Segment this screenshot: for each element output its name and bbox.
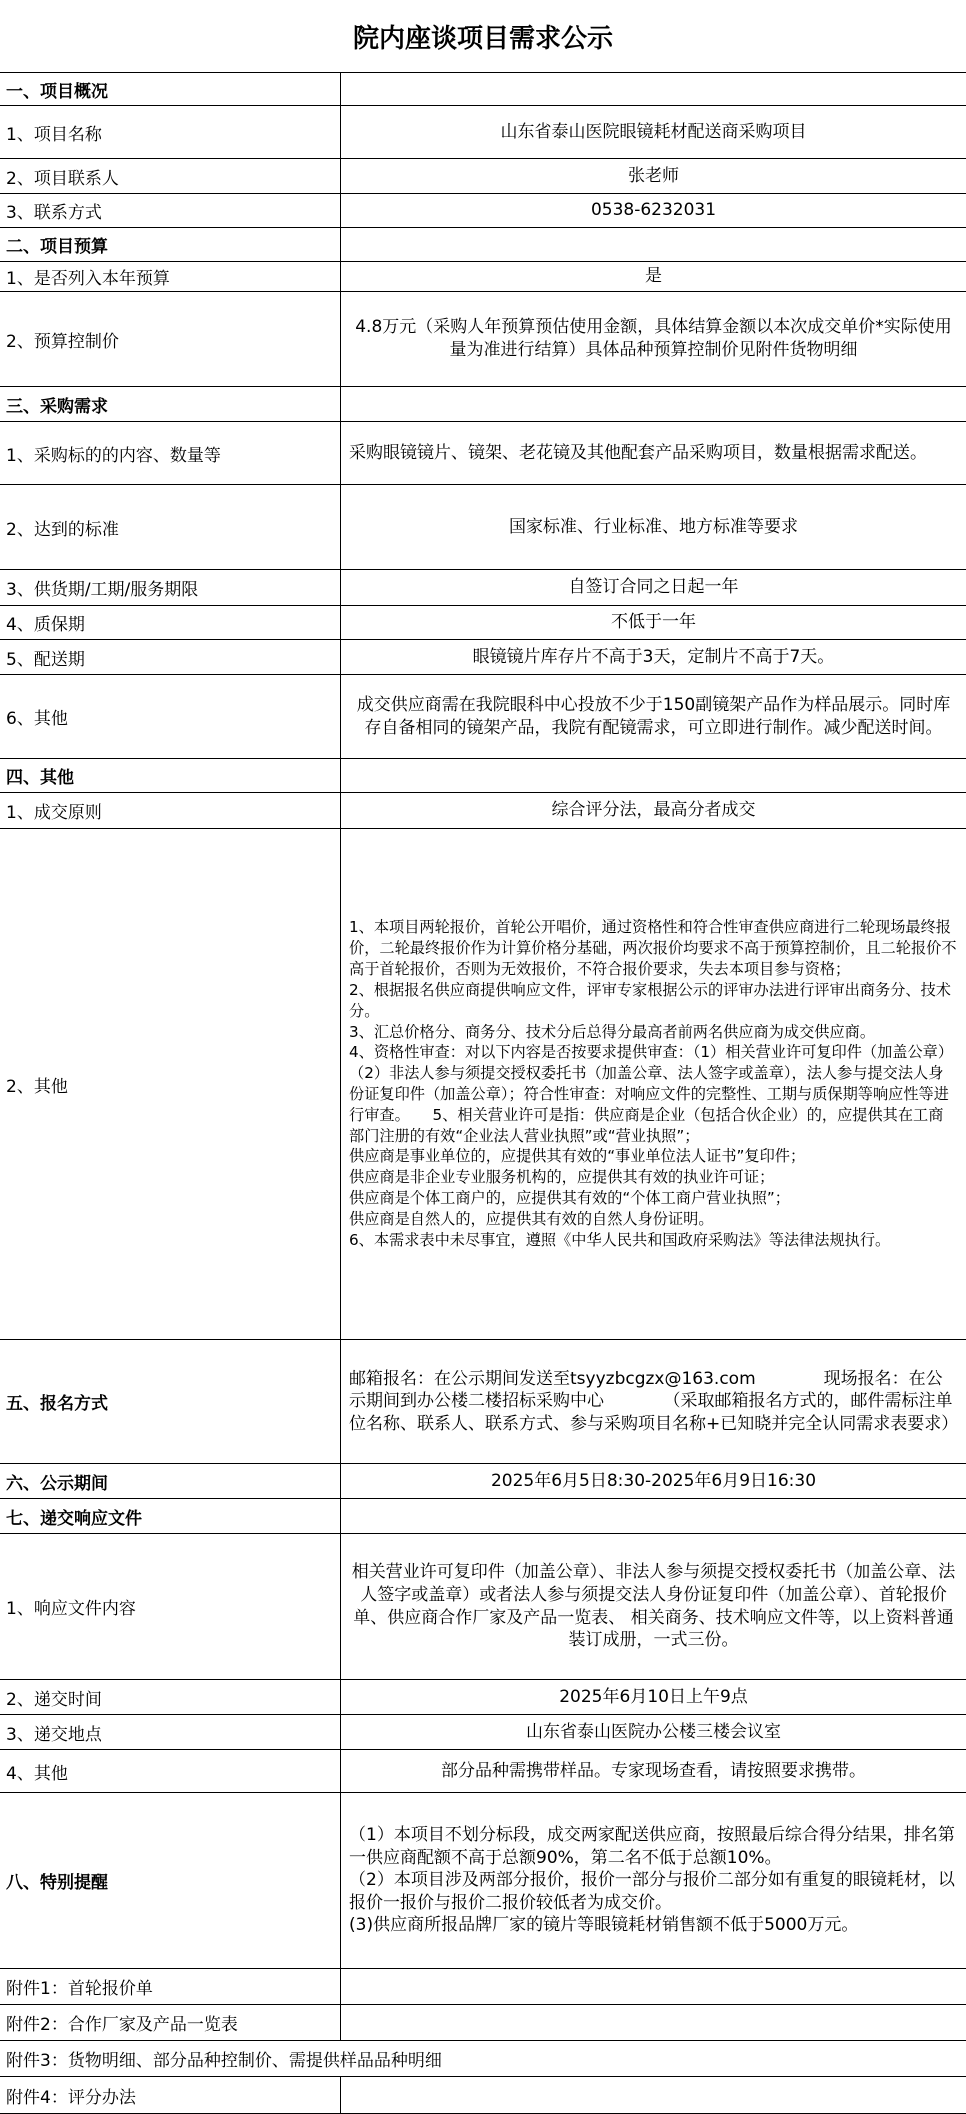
row-label: 2、递交时间: [0, 1680, 341, 1715]
table-row: [0, 640, 966, 675]
table-row: [0, 606, 966, 640]
row-label: 六、公示期间: [0, 1464, 341, 1499]
row-value: [341, 228, 966, 262]
table-row: [0, 2041, 966, 2077]
row-label: 4、其他: [0, 1750, 341, 1793]
row-value: 采购眼镜镜片、镜架、老花镜及其他配套产品采购项目，数量根据需求配送。: [341, 422, 966, 485]
row-label: 2、预算控制价: [0, 292, 341, 387]
section-header-row: [0, 1793, 966, 1969]
section-header-row: [0, 1340, 966, 1464]
row-value: 1、本项目两轮报价，首轮公开唱价，通过资格性和符合性审查供应商进行二轮现场最终报价，二轮最终报价作为计算价格分基础，两次报价均要求不高于预算控制价，且二轮报价不高于首轮报价，否则为无效报价，不符合报价要求，失去本项目参与资格； 2、根据报名供应商提供响应文件，评审专家根据公示的评审办法进行评审出商务分、技术分。 3、汇总价格分、商务分、技术分后总得分最高者前两名供应商为成交供应商。 4、资格性审查：对以下内容是否按要求提供审查：（1）相关营业许可复印件（加盖公章）（2）非法人参与须提交授权委托书（加盖公章、法人签字或盖章），法人参与提交法人身份证复印件（加盖公章）；符合性审查：对响应文件的完整性、工期与质保期等响应性等进行审查。 5、相关营业许可是指：供应商是企业（包括合伙企业）的，应提供其在工商部门注册的有效“企业法人营业执照”或“营业执照”； 供应商是事业单位的，应提供其有效的“事业单位法人证书”复印件； 供应商是非企业专业服务机构的，应提供其有效的执业许可证； 供应商是个体工商户的，应提供其有效的“个体工商户营业执照”； 供应商是自然人的，应提供其有效的自然人身份证明。 6、本需求表中未尽事宜，遵照《中华人民共和国政府采购法》等法律法规执行。: [341, 829, 966, 1340]
table-row: [0, 194, 966, 228]
row-value: 张老师: [341, 159, 966, 194]
section-header-row: [0, 1464, 966, 1499]
table-row: [0, 2077, 966, 2114]
row-label: 1、成交原则: [0, 793, 341, 829]
row-value: [341, 1969, 966, 2005]
section-header-row: [0, 1499, 966, 1534]
row-value: 眼镜镜片库存片不高于3天，定制片不高于7天。: [341, 640, 966, 675]
table-row: [0, 422, 966, 485]
row-value: 4.8万元（采购人年预算预估使用金额，具体结算金额以本次成交单价*实际使用量为准进行结算）具体品种预算控制价见附件货物明细: [341, 292, 966, 387]
table-row: [0, 829, 966, 1340]
section-header-row: [0, 759, 966, 793]
row-label: 2、其他: [0, 829, 341, 1340]
row-value: 不低于一年: [341, 606, 966, 640]
row-label: 2、项目联系人: [0, 159, 341, 194]
table-row: [0, 1715, 966, 1750]
section-header-row: [0, 228, 966, 262]
row-value: [341, 759, 966, 793]
row-value: 2025年6月5日8:30-2025年6月9日16:30: [341, 1464, 966, 1499]
row-value: （1）本项目不划分标段，成交两家配送供应商，按照最后综合得分结果，排名第一供应商配额不高于总额90%，第二名不低于总额10%。 （2）本项目涉及两部分报价，报价一部分与报价二部分如有重复的眼镜耗材，以报价一报价与报价二报价较低者为成交价。 (3)供应商所报品牌厂家的镜片等眼镜耗材销售额不低于5000万元。: [341, 1793, 966, 1969]
row-label: 五、报名方式: [0, 1340, 341, 1464]
table-row: [0, 1680, 966, 1715]
table-row: [0, 1969, 966, 2005]
row-value: 自签订合同之日起一年: [341, 570, 966, 606]
row-value: 2025年6月10日上午9点: [341, 1680, 966, 1715]
table-row: [0, 675, 966, 759]
section-header-row: [0, 72, 966, 106]
table-row: [0, 292, 966, 387]
row-value: 国家标准、行业标准、地方标准等要求: [341, 485, 966, 570]
table-row: [0, 262, 966, 292]
row-label: 八、特别提醒: [0, 1793, 341, 1969]
row-value: 邮箱报名：在公示期间发送至tsyyzbcgzx@163.com 现场报名：在公示期间到办公楼二楼招标采购中心 （采取邮箱报名方式的，邮件需标注单位名称、联系人、联系方式、参与采购项目名称+已知晓并完全认同需求表要求）: [341, 1340, 966, 1464]
row-value: [341, 1499, 966, 1534]
table-row: [0, 485, 966, 570]
row-value: 综合评分法，最高分者成交: [341, 793, 966, 829]
table-row: [0, 1534, 966, 1680]
row-label: 三、采购需求: [0, 387, 341, 422]
row-value: [341, 2005, 966, 2041]
section-header-row: [0, 387, 966, 422]
row-value: [341, 387, 966, 422]
table-row: [0, 159, 966, 194]
row-label: 2、达到的标准: [0, 485, 341, 570]
table-row: [0, 106, 966, 159]
table-row: [0, 2005, 966, 2041]
table-row: [0, 1750, 966, 1793]
row-label: 3、供货期/工期/服务期限: [0, 570, 341, 606]
row-label: 附件2：合作厂家及产品一览表: [0, 2005, 341, 2041]
row-label: 5、配送期: [0, 640, 341, 675]
row-label: 3、递交地点: [0, 1715, 341, 1750]
row-label: 1、是否列入本年预算: [0, 262, 341, 292]
page-title: 院内座谈项目需求公示: [352, 23, 613, 54]
row-value: 0538-6232031: [341, 194, 966, 228]
row-value: 是: [341, 262, 966, 292]
row-value: 山东省泰山医院办公楼三楼会议室: [341, 1715, 966, 1750]
row-label: 1、采购标的的内容、数量等: [0, 422, 341, 485]
table-row: [0, 793, 966, 829]
table-row: [0, 570, 966, 606]
row-label: 二、项目预算: [0, 228, 341, 262]
row-value: 成交供应商需在我院眼科中心投放不少于150副镜架产品作为样品展示。同时库存自备相同的镜架产品，我院有配镜需求，可立即进行制作。减少配送时间。: [341, 675, 966, 759]
row-label: 1、项目名称: [0, 106, 341, 159]
row-label: 四、其他: [0, 759, 341, 793]
row-value: 部分品种需携带样品。专家现场查看，请按照要求携带。: [341, 1750, 966, 1793]
row-label: 附件4：评分办法: [0, 2077, 341, 2114]
row-label: 1、响应文件内容: [0, 1534, 341, 1680]
row-value: [341, 72, 966, 106]
row-label: 一、项目概况: [0, 72, 341, 106]
row-label: 七、递交响应文件: [0, 1499, 341, 1534]
row-label: 3、联系方式: [0, 194, 341, 228]
row-value: 山东省泰山医院眼镜耗材配送商采购项目: [341, 106, 966, 159]
row-label: 4、质保期: [0, 606, 341, 640]
row-value: [341, 2077, 966, 2114]
row-value: 相关营业许可复印件（加盖公章）、非法人参与须提交授权委托书（加盖公章、法人签字或盖章）或者法人参与须提交法人身份证复印件（加盖公章）、首轮报价单、供应商合作厂家及产品一览表、 相关商务、技术响应文件等，以上资料普通装订成册，一式三份。: [341, 1534, 966, 1680]
row-label: 附件3：货物明细、部分品种控制价、需提供样品品种明细: [0, 2041, 966, 2077]
row-label: 附件1：首轮报价单: [0, 1969, 341, 2005]
row-label: 6、其他: [0, 675, 341, 759]
